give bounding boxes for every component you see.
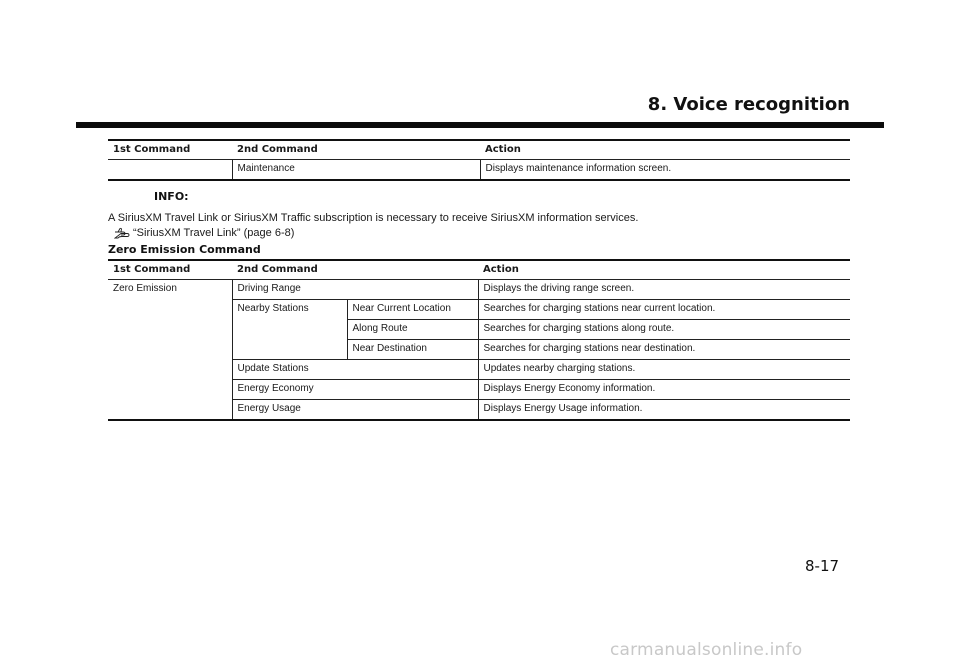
column-header-action: Action <box>478 260 850 280</box>
command-table-continued <box>108 139 850 181</box>
cell-first-command-zero-emission: Zero Emission <box>108 280 232 421</box>
header-rule <box>76 122 884 128</box>
table-header-row <box>108 260 850 280</box>
column-header-action: Action <box>480 140 850 160</box>
cell-second-command: Nearby Stations <box>232 300 347 360</box>
table-row <box>108 280 850 300</box>
cell-third-command: Near Destination <box>347 340 478 360</box>
column-header-1st-command: 1st Command <box>108 260 232 280</box>
page-reference[interactable] <box>114 227 294 239</box>
cell-second-command: Energy Economy <box>232 380 478 400</box>
cell-action: Displays Energy Economy information. <box>478 380 850 400</box>
watermark[interactable]: carmanualsonline.info <box>610 640 803 660</box>
cell-action: Searches for charging stations along route. <box>478 320 850 340</box>
table-header-row <box>108 140 850 160</box>
cell-action: Displays maintenance information screen. <box>480 160 850 181</box>
pointing-hand-icon <box>114 227 130 239</box>
table-row <box>108 160 850 181</box>
cell-second-command: Driving Range <box>232 280 478 300</box>
info-label: INFO: <box>154 190 189 203</box>
zero-emission-section-title: Zero Emission Command <box>108 243 261 256</box>
section-header-title: 8. Voice recognition <box>647 94 850 115</box>
column-header-1st-command: 1st Command <box>108 140 232 160</box>
cell-first-command <box>108 160 232 181</box>
column-header-2nd-command: 2nd Command <box>232 260 478 280</box>
page-number: 8-17 <box>805 557 840 575</box>
cell-third-command: Near Current Location <box>347 300 478 320</box>
page-reference-text: “SiriusXM Travel Link” (page 6-8) <box>133 227 295 239</box>
cell-third-command: Along Route <box>347 320 478 340</box>
cell-second-command: Energy Usage <box>232 400 478 421</box>
column-header-2nd-command: 2nd Command <box>232 140 480 160</box>
cell-second-command: Update Stations <box>232 360 478 380</box>
cell-action: Searches for charging stations near destination. <box>478 340 850 360</box>
cell-action: Displays Energy Usage information. <box>478 400 850 421</box>
cell-action: Displays the driving range screen. <box>478 280 850 300</box>
info-text: A SiriusXM Travel Link or SiriusXM Traffic subscription is necessary to receive SiriusXM information services. <box>108 212 639 224</box>
cell-action: Searches for charging stations near current location. <box>478 300 850 320</box>
zero-emission-command-table <box>108 259 850 421</box>
cell-second-command: Maintenance <box>232 160 480 181</box>
cell-action: Updates nearby charging stations. <box>478 360 850 380</box>
